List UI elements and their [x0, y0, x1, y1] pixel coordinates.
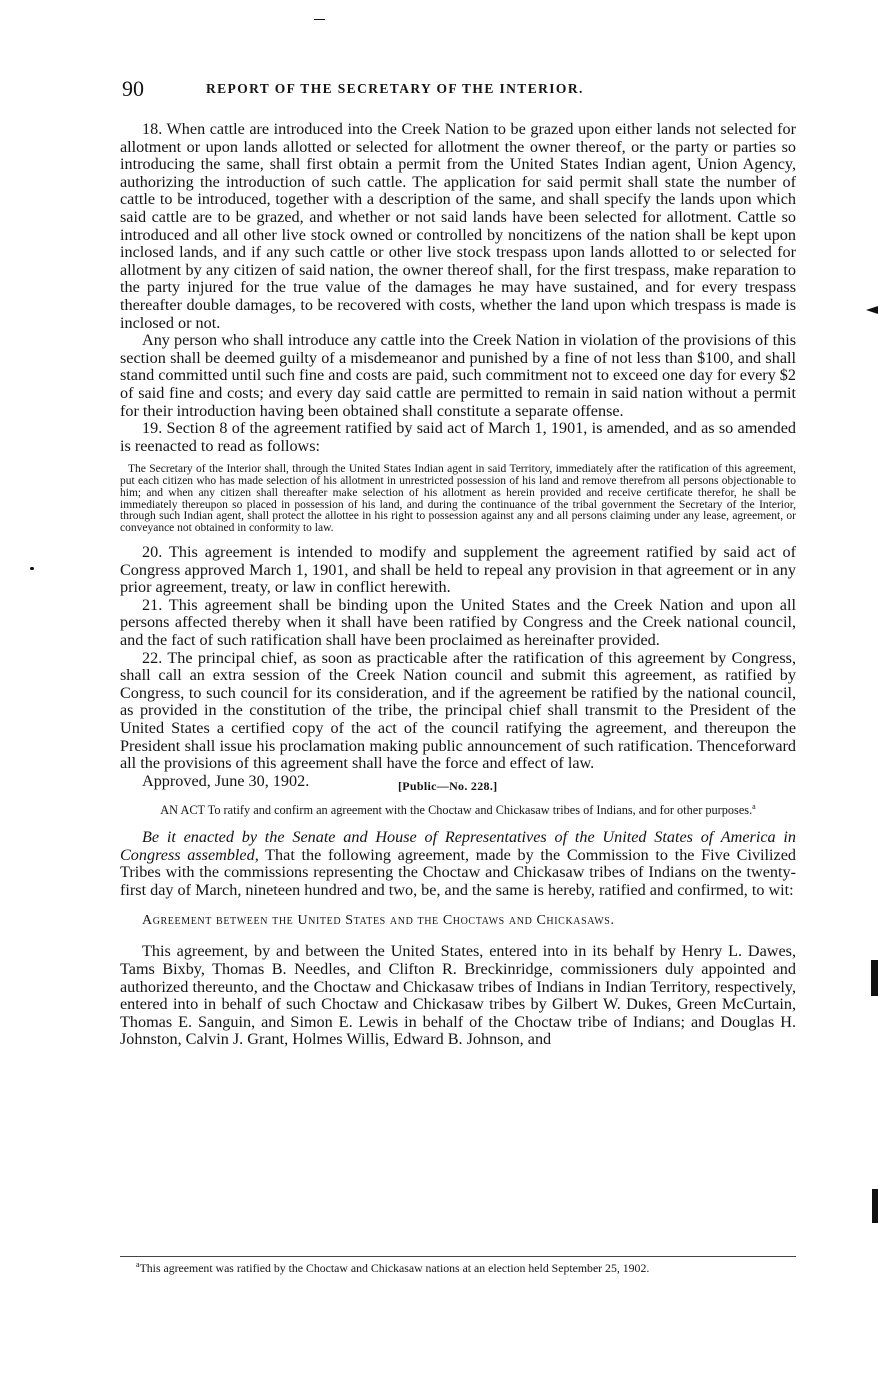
section-21-paragraph: 21. This agreement shall be binding upon the United States and the Creek Nation and upon all persons affected thereby when it shall have been ratified by Congress and the Creek national council, and the fact of such ratification shall have been proclaimed as hereinafter provided. — [120, 595, 796, 650]
footnote-text: This agreement was ratified by the Choctaw and Chickasaw nations at an election held September 25, 1902. — [139, 1260, 650, 1275]
act-title-prefix: AN ACT — [160, 802, 205, 817]
page-header — [122, 76, 802, 104]
section-18-penalty-paragraph: Any person who shall introduce any cattle into the Creek Nation in violation of the provisions of this section shall be deemed guilty of a misdemeanor and punished by a fine of not less than $100, and shall stand committed until such fine and costs are paid, such commitment not to exceed one day for every $2 of said fine and costs; and every day said cattle are permitted to remain in said nation without a permit for their introduction having been obtained shall constitute a separate offense. — [120, 331, 796, 420]
agreement-opening-paragraph: This agreement, by and between the United States, entered into in its behalf by Henry L. Dawes, Tams Bixby, Thomas B. Needles, and Clifton R. Breckinridge, commissioners duly appointed and authorized thereunto, and the Choctaw and Chickasaw tribes of Indians in Indian Territory, respectively, entered into in behalf of such Choctaw and Chickasaw tribes by Gilbert W. Dukes, Green McCurtain, Thomas E. Sanguin, and Simon E. Lewis in behalf of the Choctaw tribe of Indians; and Douglas H. Johnston, Calvin J. Grant, Holmes Willis, Edward B. Johnson, and — [120, 942, 796, 1049]
approved-date: Approved, June 30, 1902. — [142, 771, 310, 790]
act-title — [120, 800, 796, 817]
agreement-subheading: Agreement between the United States and the Choctaws and Chickasaws. — [142, 913, 615, 929]
section-18-paragraph: 18. When cattle are introduced into the Creek Nation to be grazed upon either lands not selected for allotment or upon lands allotted or selected for allotment the owner thereof, or the party or parties so introducing the same, shall first obtain a permit from the United States Indian agent, Union Agency, authorizing the introduction of such cattle. The application for said permit shall state the number of cattle to be introduced, together with a description of the same, and shall specify the lands upon which said cattle are to be grazed, and whether or not said lands have been selected for allotment. Cattle so introduced and all other live stock owned or controlled by noncitizens of the nation shall be kept upon inclosed lands, and if any such cattle or other live stock trespass upon lands allotted to or selected for allotment by any citizen of said nation, the owner thereof shall, for the first trespass, make reparation to the party injured for the true value of the damages he may have sustained, and for every trespass thereafter double damages, to be recovered with costs, whether the land upon which trespass is made is inclosed or not. — [120, 120, 796, 332]
section-22-paragraph: 22. The principal chief, as soon as practicable after the ratification of this agreement by Congress, shall call an extra session of the Creek Nation council and submit this agreement, as ratified by Congress, to such council for its consideration, and if the agreement be ratified by the national council, as provided in the constitution of the tribe, the principal chief shall transmit to the President of the United States a certified copy of the act of the council ratifying the agreement, and thereupon the President shall issue his proclamation making public announcement of such ratification. Thenceforward all the provisions of this agreement shall have the force and effect of law. — [120, 648, 796, 773]
scan-mark-left — [30, 567, 34, 570]
act-title-text: To ratify and confirm an agreement with the Choctaw and Chickasaw tribes of Indians, and for other purposes. — [207, 802, 753, 817]
footnote-rule — [120, 1256, 796, 1257]
footnote-reference: a — [752, 801, 756, 811]
enacting-clause — [120, 829, 796, 899]
scan-mark-right-3 — [872, 1189, 878, 1223]
section-8-quoted-text: The Secretary of the Interior shall, through the United States Indian agent in said Territory, immediately after the ratification of this agreement, put each citizen who has made selection of his allotment in unrestricted possession of his land and remove therefrom all persons objectionable to him; and when any citizen shall thereafter make selection of his allotment as herein provided and receive certificate therefor, he shall be immediately thereupon so placed in possession of his land, and during the continuance of the tribal government the Secretary of the Interior, through such Indian agent, shall protect the allottee in his right to possession against any and all persons claiming under any lease, agreement, or conveyance not obtained in conformity to law. — [120, 463, 796, 535]
footnote-marker: a — [136, 1260, 140, 1269]
enacting-clause-italic: Be it enacted by the Senate and House of Representatives of the United States of America in Congress assembled, — [120, 828, 796, 864]
footnote — [120, 1258, 796, 1275]
scan-mark-top — [314, 19, 325, 20]
public-law-label: [Public—No. 228.] — [398, 778, 498, 793]
page-body — [120, 121, 796, 1049]
section-19-paragraph: 19. Section 8 of the agreement ratified by said act of March 1, 1901, is amended, and as so amended is reenacted to read as follows: — [120, 419, 796, 455]
enacting-clause-text: That the following agreement, made by the Commission to the Five Civilized Tribes with the commissions representing the Choctaw and Chickasaw tribes of Indians on the twenty-first day of March, nineteen hundred and two, be, and the same is hereby, ratified and confirmed, to wit: — [120, 845, 797, 899]
running-title: REPORT OF THE SECRETARY OF THE INTERIOR. — [206, 81, 584, 96]
scan-mark-right-2 — [871, 960, 878, 996]
page-number: 90 — [122, 76, 144, 101]
approved-row — [120, 773, 796, 795]
section-20-paragraph: 20. This agreement is intended to modify and supplement the agreement ratified by said act of Congress approved March 1, 1901, and shall be held to repeal any provision in that agreement or in any prior agreement, treaty, or law in conflict herewith. — [120, 543, 796, 597]
scan-mark-right-1 — [866, 306, 878, 314]
